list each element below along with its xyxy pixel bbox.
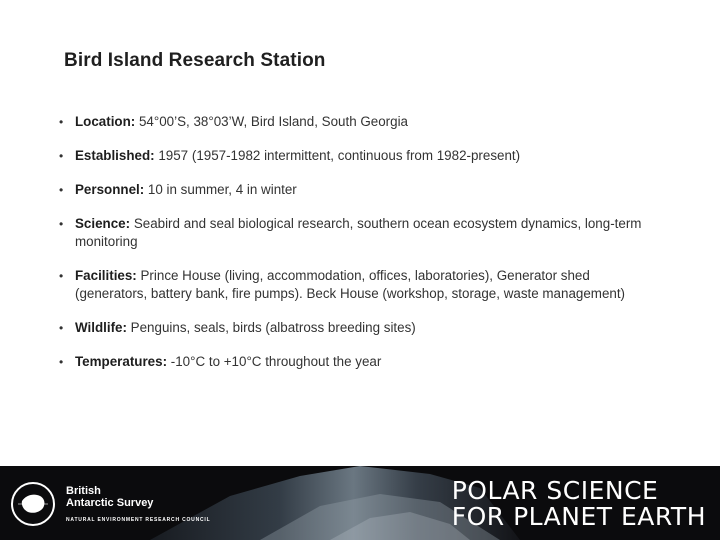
bullet-dot: •: [59, 355, 64, 369]
footer-banner: [0, 466, 720, 540]
bullet-text: Seabird and seal biological research, southern ocean ecosystem dynamics, long-term monitoring: [75, 216, 642, 249]
bullet-text: Prince House (living, accommodation, offices, laboratories), Generator shed (generators, battery bank, fire pumps). Beck House (workshop, storage, waste management): [75, 268, 626, 301]
bullet-label: Wildlife:: [75, 320, 127, 335]
slide-title: Bird Island Research Station: [64, 50, 326, 71]
bullet-text: 10 in summer, 4 in winter: [144, 182, 297, 197]
nerc-subtitle: NATURAL ENVIRONMENT RESEARCH COUNCIL: [66, 517, 211, 523]
bullet-label: Temperatures:: [75, 354, 168, 369]
bullet-dot: •: [59, 217, 64, 231]
bas-globe-logo-icon: [10, 481, 56, 527]
polar-science-slogan: [452, 478, 706, 530]
bullet-science: [58, 215, 648, 251]
bas-line2: Antarctic Survey: [66, 497, 154, 509]
bullet-text: 1957 (1957-1982 intermittent, continuous from 1982-present): [154, 148, 521, 163]
bullet-label: Facilities:: [75, 268, 137, 283]
bullet-dot: •: [59, 321, 64, 335]
bullet-text: 54°00’S, 38°03’W, Bird Island, South Georgia: [135, 114, 408, 129]
bullet-personnel: [58, 181, 648, 199]
bullet-wildlife: [58, 319, 648, 337]
bullet-label: Established:: [75, 148, 155, 163]
bullet-dot: •: [59, 149, 64, 163]
slogan-line1: POLAR SCIENCE: [451, 476, 659, 505]
bullet-dot: •: [59, 115, 64, 129]
bas-line1: British: [66, 485, 101, 497]
bullet-label: Science:: [75, 216, 131, 231]
slogan-line2: FOR PLANET EARTH: [451, 502, 706, 531]
bullet-facilities: [58, 267, 648, 303]
bullet-dot: •: [59, 269, 64, 283]
bullet-location: [58, 113, 648, 131]
bas-wordmark: [66, 485, 153, 509]
bullet-label: Location:: [75, 114, 136, 129]
bullet-text: -10°C to +10°C throughout the year: [167, 354, 382, 369]
bullet-text: Penguins, seals, birds (albatross breeding sites): [126, 320, 416, 335]
bullet-established: [58, 147, 648, 165]
bullet-temperatures: [58, 353, 648, 371]
bullet-list: [58, 113, 648, 387]
bullet-dot: •: [59, 183, 64, 197]
bullet-label: Personnel:: [75, 182, 145, 197]
